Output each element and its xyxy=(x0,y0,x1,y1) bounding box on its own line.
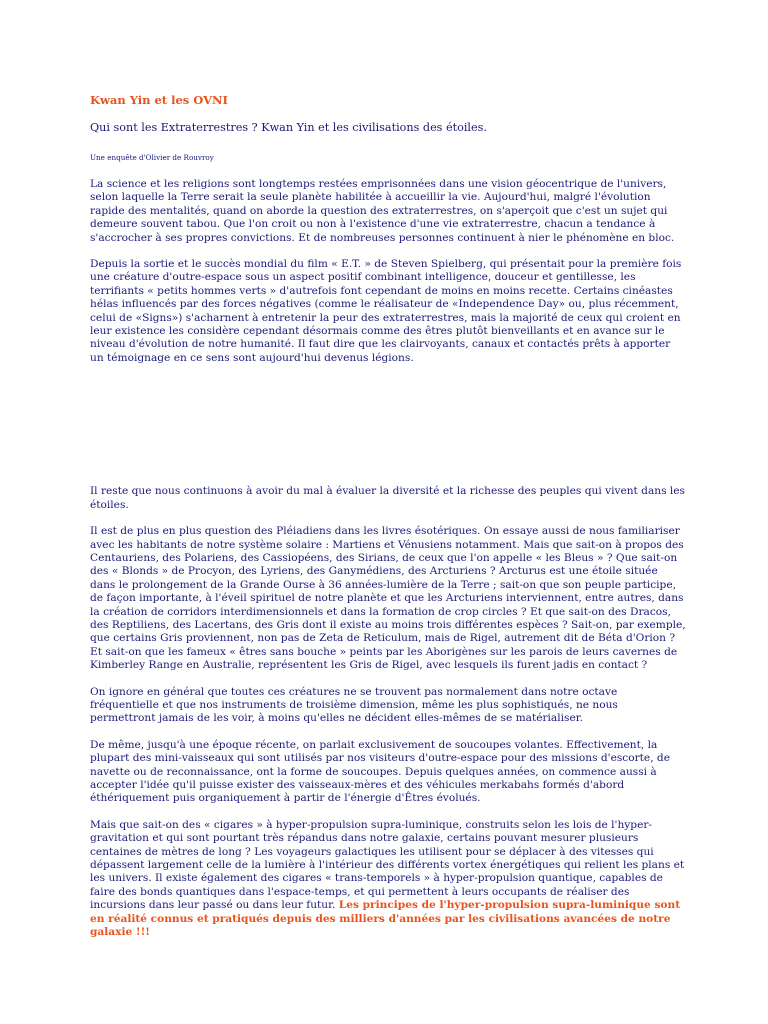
document-title: Kwan Yin et les OVNI xyxy=(90,93,228,107)
paragraph-octave: On ignore en général que toutes ces créatures ne se trouvent pas normalement dans notre octave fréquentielle et que nos instruments de troisième dimension, même les plus sophistiqués, ne nous permettront jamais de les voir, à moins qu'elles ne décident elles-mêmes de se matérialiser. xyxy=(90,685,618,725)
paragraph-et-film: Depuis la sortie et le succès mondial du film « E.T. » de Steven Spielberg, qui présentait pour la première fois une créature d'outre-espace sous un aspect positif combinant intelligence, douceur et gentillesse, les terrifiants « petits hommes verts » d'autrefois font cependant de moins en moins recette. Certains cinéastes hélas influencés par des forces négatives (comme le réalisateur de «Independence Day» ou, plus récemment, celui de «Signs») s'acharnent à entretenir la peur des extraterrestres, mais la majorité de ceux qui croient en leur existence les considère cependant désormais comme des êtres plutôt bienveillants et en avance sur le niveau d'évolution de notre humanité. Il faut dire que les clairvoyants, canaux et contactés prêts à apporter un témoignage en ce sens sont aujourd'hui devenus légions. xyxy=(90,258,682,364)
paragraph-peoples: Il est de plus en plus question des Pléiadiens dans les livres ésotériques. On essaye aussi de nous familiariser avec les habitants de notre système solaire : Martiens et Vénusiens notamment. Mais que sait-on à propos des Centauriens, des Polariens, des Cassiopéens, des Sirians, de ceux que l'on appelle « les Bleus » ? Que sait-on des « Blonds » de Procyon, des Lyriens, des Ganymédiens, des Arcturiens ? Arcturus est une étoile située dans le prolongement de la Grande Ourse à 36 années-lumière de la Terre ; sait-on que son peuple participe, de façon importante, à l'éveil spirituel de notre planète et que les Arcturiens interviennent, entre autres, dans la création de corridors interdimensionnels et dans la formation de crop circles ? Et que sait-on des Dracos, des Reptiliens, des Lacertans, des Gris dont il existe au moins trois différentes espèces ? Sait-on, par exemple, que certains Gris proviennent, non pas de Zeta de Reticulum, mais de Rigel, autrement dit de Béta d'Orion ? Et sait-on que les fameux « êtres sans bouche » peints par les Aborigènes sur les parois de leurs cavernes de Kimberley Range en Australie, représentent les Gris de Rigel, avec lesquels ils furent jadis en contact ? xyxy=(90,525,686,672)
byline: Une enquête d'Olivier de Rouvroy xyxy=(90,153,214,162)
paragraph-diversity: Il reste que nous continuons à avoir du mal à évaluer la diversité et la richesse des peuples qui vivent dans les étoiles. xyxy=(90,485,685,511)
blank-image-area xyxy=(90,378,686,485)
paragraph-saucers: De même, jusqu'à une époque récente, on parlait exclusivement de soucoupes volantes. Effectivement, la plupart des mini-vaisseaux qui sont utilisés par nos visiteurs d'outre-espace pour des missions d'escorte, de navette ou de reconnaissance, ont la forme de soucoupes. Depuis quelques années, on commence aussi à accepter l'idée qu'il puisse exister des vaisseaux-mères et des véhicules merkabahs formés d'abord éthériquement puis organiquement à partir de l'énergie d'Êtres évolués. xyxy=(90,738,670,805)
highlighted-statement: Les principes de l'hyper-propulsion supra-luminique sont en réalité connus et pratiqués depuis des milliers d'années par les civilisations avancées de notre galaxie !!! xyxy=(90,899,681,939)
document-page xyxy=(90,93,686,952)
paragraph-cigars-text: Mais que sait-on des « cigares » à hyper-propulsion supra-luminique, construits selon les lois de l'hyper-gravitation et qui sont pourtant très répandus dans notre galaxie, certains pouvant mesurer plusieurs centaines de mètres de long ? Les voyageurs galactiques les utilisent pour se déplacer à des vitesses qui dépassent largement celle de la lumière à l'intérieur des différents vortex énergétiques qui relient les plans et les univers. Il existe également des cigares « trans-temporels » à hyper-propulsion quantique, capables de faire des bonds quantiques dans l'espace-temps, et qui permettent à leurs occupants de réaliser des incursions dans leur passé ou dans leur futur. xyxy=(90,818,685,912)
paragraph-intro: La science et les religions sont longtemps restées emprisonnées dans une vision géocentrique de l'univers, selon laquelle la Terre serait la seule planète habilitée à accueillir la vie. Aujourd'hui, malgré l'évolution rapide des mentalités, quand on aborde la question des extraterrestres, on s'aperçoit que c'est un sujet qui demeure souvent tabou. Que l'on croit ou non à l'existence d'une vie extraterrestre, chacun a tendance à s'accrocher à ses propres convictions. Et de nombreuses personnes continuent à nier le phénomène en bloc. xyxy=(90,178,675,244)
paragraph-cigars xyxy=(90,819,686,940)
document-subtitle: Qui sont les Extraterrestres ? Kwan Yin et les civilisations des étoiles. xyxy=(90,121,487,134)
